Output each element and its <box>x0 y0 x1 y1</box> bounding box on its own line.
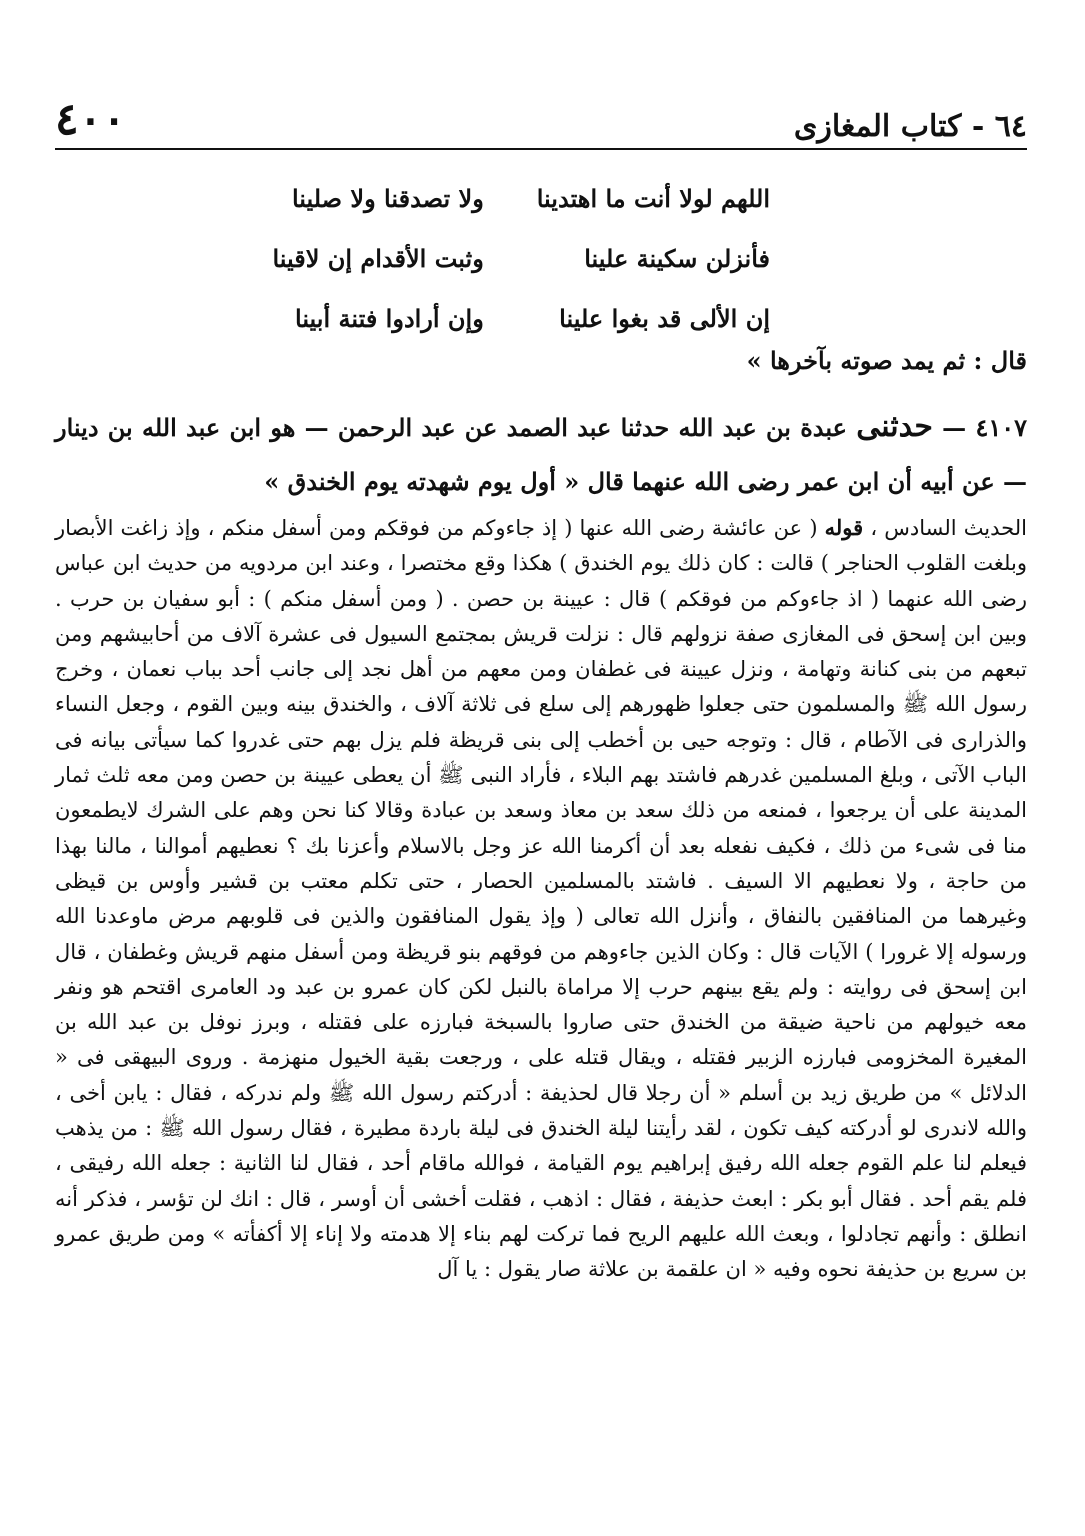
hadith-number: ٤١٠٧ — <box>942 413 1027 442</box>
running-title: ٦٤ - كتاب المغازى <box>793 109 1027 144</box>
poem-hemistich-left: وثبت الأقدام إن لاقينا <box>272 243 484 273</box>
commentary-qawluhu: قوله <box>824 515 864 540</box>
poem-hemistich-right: اللهم لولا أنت ما اهتدينا <box>536 183 770 213</box>
poem-line <box>230 288 770 348</box>
poem-closing-line: قال : ثم يمد صوته بآخرها » <box>746 346 1027 375</box>
hadith-body: عبدة بن عبد الله حدثنا عبد الصمد عن عبد الرحمن — هو ابن عبد الله بن دينار — عن أبيه أن ابن عمر رضى الله عنهما قال « أول يوم شهدته يوم الخندق » <box>55 413 1027 496</box>
commentary-lead: الحديث السادس ، <box>870 516 1027 540</box>
poem-hemistich-right: إن الألى قد بغوا علينا <box>559 303 770 333</box>
header-divider <box>55 148 1027 150</box>
hadith-text <box>55 400 1027 509</box>
poem-line <box>230 168 770 228</box>
commentary-body: ( عن عائشة رضى الله عنها ( إذ جاءوكم من فوقكم ومن أسفل منكم ، وإذ زاغت الأبصار وبلغت القلوب الحناجر ) قالت : كان ذلك يوم الخندق ) هكذا وقع مختصرا ، وعند ابن مردويه من حديث ابن عباس رضى الله عنهما ( اذ جاءوكم من فوقكم ) قال : عيينة بن حصن . ( ومن أسفل منكم ) : أبو سفيان بن حرب . وبين ابن إسحق فى المغازى صفة نزولهم قال : نزلت قريش بمجتمع السيول فى عشرة آلاف من أحابيشهم ومن تبعهم من بنى كنانة وتهامة ، ونزل عيينة فى غطفان ومن معهم من أهل نجد إلى جانب أحد بباب نعمان ، وخرج رسول الله ﷺ والمسلمون حتى جعلوا ظهورهم إلى سلع فى ثلاثة آلاف ، والخندق بينه وبين القوم ، وجعل النساء والذرارى فى الآطام ، قال : وتوجه حيى بن أخطب إلى بنى قريظة فلم يزل بهم حتى غدروا كما سيأتى بيانه فى الباب الآتى ، وبلغ المسلمين غدرهم فاشتد بهم البلاء ، فأراد النبى ﷺ أن يعطى عيينة بن حصن ومن معه ثلث ثمار المدينة على أن يرجعوا ، فمنعه من ذلك سعد بن معاذ وسعد بن عبادة وقالا كنا نحن وهم على الشرك لايطمعون منا فى شىء من ذلك ، فكيف نفعله بعد أن أكرمنا الله عز وجل بالاسلام وأعزنا بك ؟ نعطيهم أموالنا ، مالنا بهذا من حاجة ، ولا نعطيهم الا السيف . فاشتد بالمسلمين الحصار ، حتى تكلم معتب بن قشير وأوس بن قيظى وغيرهما من المنافقين بالنفاق ، وأنزل الله تعالى ( وإذ يقول المنافقون والذين فى قلوبهم مرض ماوعدنا الله ورسوله إلا غرورا ) الآيات قال : وكان الذين جاءوهم من فوقهم بنو قريظة ومن أسفل منهم قريش وغطفان ، قال ابن إسحق فى روايته : ولم يقع بينهم حرب إلا مراماة بالنبل لكن كان عمرو بن عبد ود العامرى اقتحم هو ونفر معه خيولهم من ناحية ضيقة من الخندق حتى صاروا بالسبخة فبارزه على فقتله ، وبرز نوفل بن عبد الله بن المغيرة المخزومى فبارزه الزبير فقتله ، ويقال قتله على ، ورجعت بقية الخيول منهزمة . وروى البيهقى فى « الدلائل » من طريق زيد بن أسلم « أن رجلا قال لحذيفة : أدركتم رسول الله ﷺ ولم ندركه ، فقال : يابن أخى ، والله لاندرى لو أدركته كيف تكون ، لقد رأيتنا ليلة الخندق فى ليلة باردة مطيرة ، فقال رسول الله ﷺ : من يذهب فيعلم لنا علم القوم جعله الله رفيق إبراهيم يوم القيامة ، فوالله ماقام أحد ، فقال لنا الثانية : جعله الله رفيقى ، فلم يقم أحد . فقال أبو بكر : ابعث حذيفة ، فقال : اذهب ، فقلت أخشى أن أوسر ، قال : انك لن تؤسر ، فذكر أنه انطلق : وأنهم تجادلوا ، وبعث الله عليهم الريح فما تركت لهم بناء إلا هدمته ولا إناء إلا أكفأته » ومن طريق عمرو بن سريع بن حذيفة نحوه وفيه « ان علقمة بن علاثة صار يقول : يا آل <box>55 516 1027 1282</box>
commentary-text <box>55 510 1027 1288</box>
page-number: ٤٠٠ <box>55 94 126 145</box>
poem-block <box>230 168 770 348</box>
poem-hemistich-left: وإن أرادوا فتنة أبينا <box>295 303 484 333</box>
poem-line <box>230 228 770 288</box>
poem-hemistich-left: ولا تصدقنا ولا صلينا <box>291 183 484 213</box>
page-header <box>55 86 1027 145</box>
hadith-opener: حدثنى <box>856 409 933 444</box>
poem-hemistich-right: فأنزلن سكينة علينا <box>584 243 770 273</box>
